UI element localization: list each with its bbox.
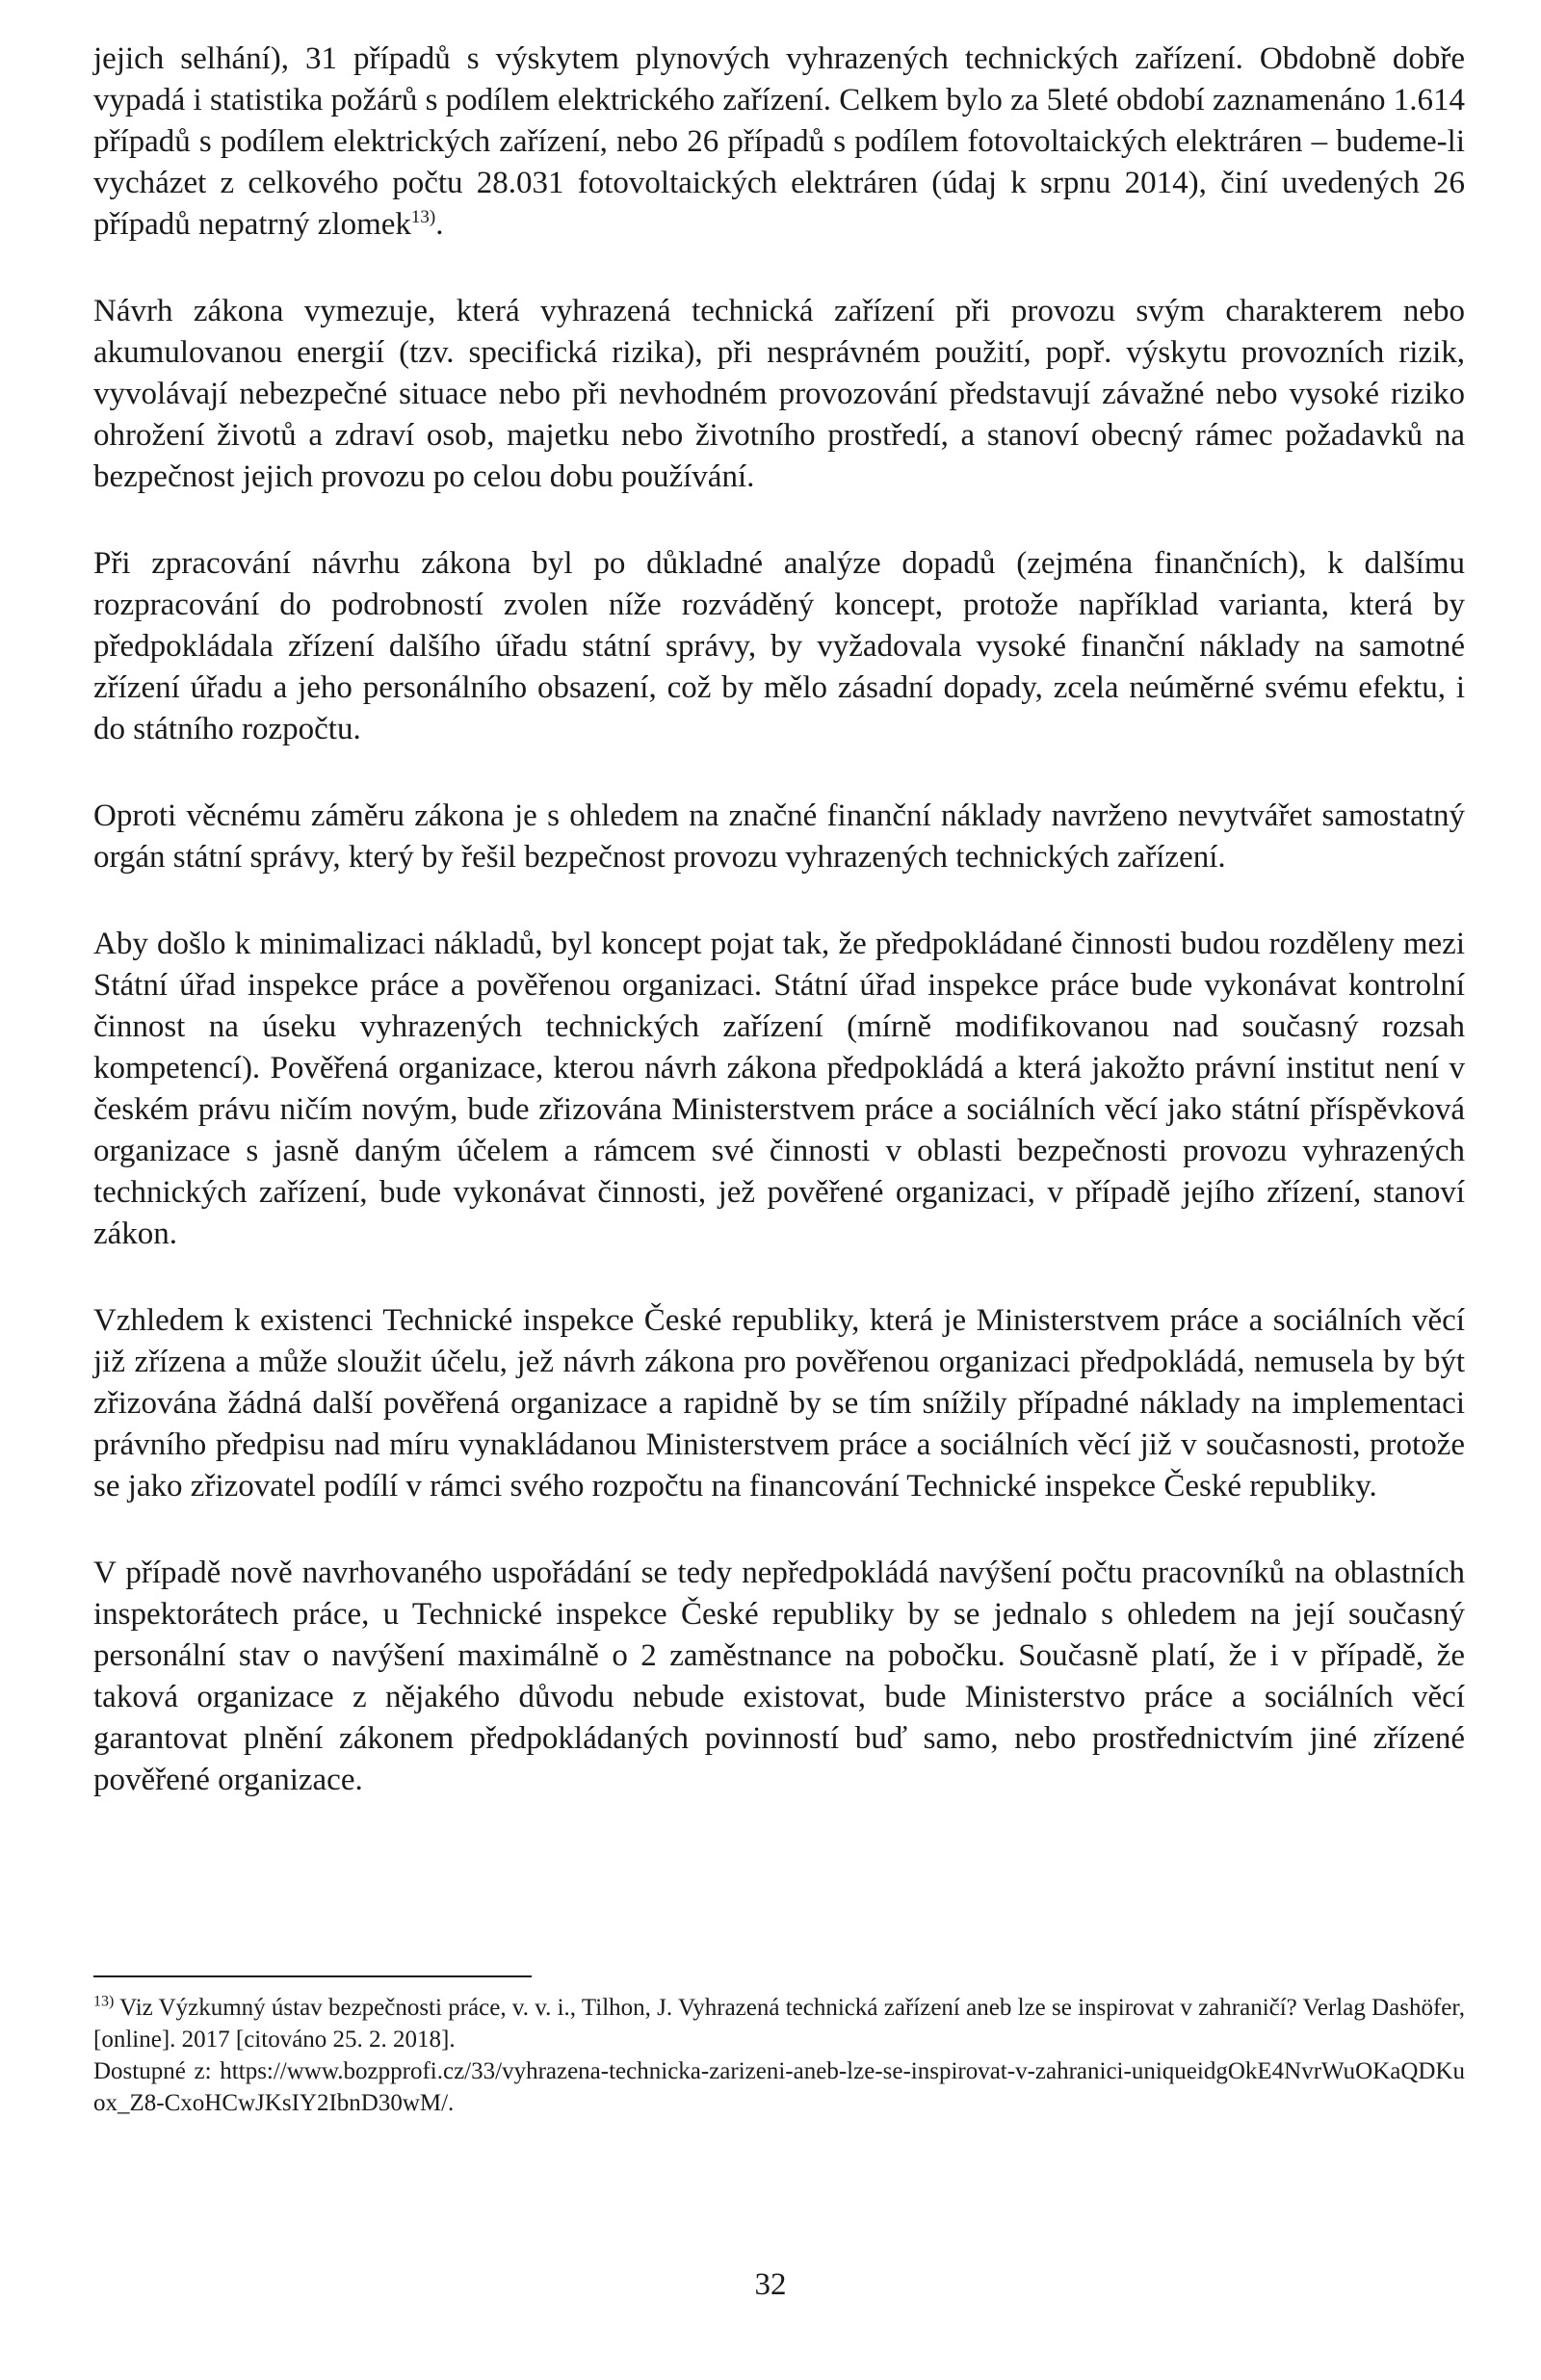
footnote-available-label: Dostupné z: [93, 2058, 212, 2084]
paragraph-6: Vzhledem k existenci Technické inspekce České republiky, která je Ministerstvem práce a sociálních věcí již zřízena a může sloužit účelu, jež návrh zákona pro pověřenou organizaci předpokládá, nemusela by být zřizována žádná další pověřená organizace a rapidně by se tím snížily případné náklady na implementaci právního předpisu nad míru vynakládanou Ministerstvem práce a sociálních věcí již v současnosti, protože se jako zřizovatel podílí v rámci svého rozpočtu na financování Technické inspekce České republiky. [93, 1303, 1465, 1504]
footnote-marker: 13) [93, 1993, 115, 2010]
footnote [93, 1992, 1465, 2119]
document-body [93, 39, 1465, 1846]
footnote-reference[interactable]: 13) [410, 207, 436, 227]
footnote-url-link[interactable]: https://www.bozpprofi.cz/33/vyhrazena-technicka-zarizeni-aneb-lze-se-inspirovat-v-zahranici-uniqueidgOkE4NvrWuOKaQDKuox_Z8-CxoHCwJKsIY2IbnD30wM/. [93, 2058, 1465, 2116]
paragraph-1 [93, 39, 1465, 246]
paragraph-1-text: jejich selhání), 31 případů s výskytem plynových vyhrazených technických zařízení. Obdobně dobře vypadá i statistika požárů s podílem elektrického zařízení. Celkem bylo za 5leté období zaznamenáno 1.614 případů s podílem elektrických zařízení, nebo 26 případů s podílem fotovoltaických elektráren – budeme-li vycházet z celkového počtu 28.031 fotovoltaických elektráren (údaj k srpnu 2014), činí uvedených 26 případů nepatrný zlomek [93, 41, 1466, 242]
paragraph-3: Při zpracování návrhu zákona byl po důkladné analýze dopadů (zejména finančních), k dalšímu rozpracování do podrobností zvolen níže rozváděný koncept, protože například varianta, která by předpokládala zřízení dalšího úřadu státní správy, by vyžadovala vysoké finanční náklady na samotné zřízení úřadu a jeho personálního obsazení, což by mělo zásadní dopady, zcela neúměrné svému efektu, i do státního rozpočtu. [93, 546, 1465, 746]
footnote-separator [93, 1975, 532, 1977]
paragraph-1-tail: . [435, 207, 444, 242]
paragraph-5: Aby došlo k minimalizaci nákladů, byl koncept pojat tak, že předpokládané činnosti budou rozděleny mezi Státní úřad inspekce práce a pověřenou organizaci. Státní úřad inspekce práce bude vykonávat kontrolní činnost na úseku vyhrazených technických zařízení (mírně modifikovanou nad současný rozsah kompetencí). Pověřená organizace, kterou návrh zákona předpokládá a která jakožto právní institut není v českém právu ničím novým, bude zřizována Ministerstvem práce a sociálních věcí jako státní příspěvková organizace s jasně daným účelem a rámcem své činnosti v oblasti bezpečnosti provozu vyhrazených technických zařízení, bude vykonávat činnosti, jež pověřené organizaci, v případě jejího zřízení, stanoví zákon. [93, 927, 1465, 1251]
paragraph-7: V případě nově navrhovaného uspořádání se tedy nepředpokládá navýšení počtu pracovníků na oblastních inspektorátech práce, u Technické inspekce České republiky by se jednalo s ohledem na její současný personální stav o navýšení maximálně o 2 zaměstnance na pobočku. Současně platí, že i v případě, že taková organizace z nějakého důvodu nebude existovat, bude Ministerstvo práce a sociálních věcí garantovat plnění zákonem předpokládaných povinností buď samo, nebo prostřednictvím jiné zřízené pověřené organizace. [93, 1556, 1465, 1797]
page-number: 32 [754, 2267, 787, 2302]
footnote-text: Viz Výzkumný ústav bezpečnosti práce, v. v. i., Tilhon, J. Vyhrazená technická zařízení aneb lze se inspirovat v zahraničí? Verlag Dashöfer, [online]. 2017 [citováno 25. 2. 2018]. [93, 1995, 1465, 2053]
paragraph-4: Oproti věcnému záměru zákona je s ohledem na značné finanční náklady navrženo nevytvářet samostatný orgán státní správy, který by řešil bezpečnost provozu vyhrazených technických zařízení. [93, 798, 1465, 875]
paragraph-2: Návrh zákona vymezuje, která vyhrazená technická zařízení při provozu svým charakterem nebo akumulovanou energií (tzv. specifická rizika), při nesprávném použití, popř. výskytu provozních rizik, vyvolávají nebezpečné situace nebo při nevhodném provozování představují závažné nebo vysoké riziko ohrožení životů a zdraví osob, majetku nebo životního prostředí, a stanoví obecný rámec požadavků na bezpečnost jejich provozu po celou dobu používání. [93, 294, 1465, 494]
